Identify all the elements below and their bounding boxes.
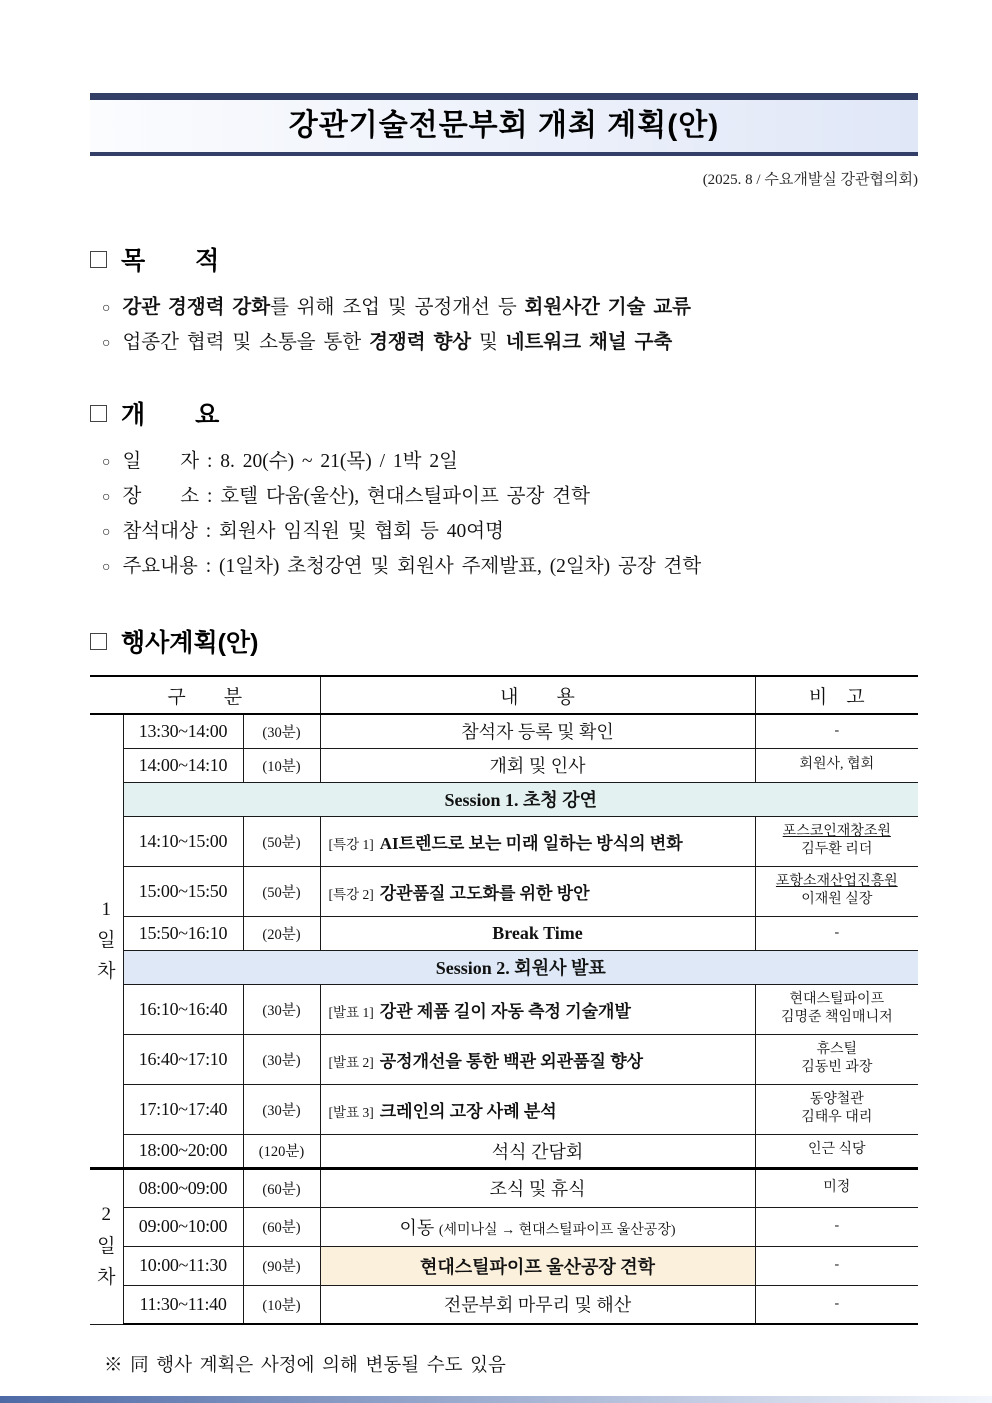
content-cell: [특강 2] 강관품질 고도화를 위한 방안 <box>320 866 755 916</box>
duration-cell: (20분) <box>243 916 320 950</box>
content-cell: [특강 1] AI트렌드로 보는 미래 일하는 방식의 변화 <box>320 816 755 866</box>
note-cell: 인근 식당 <box>755 1134 918 1168</box>
circle-bullet-icon: ○ <box>102 525 111 540</box>
content-cell: 조식 및 휴식 <box>320 1168 755 1207</box>
content-cell: 개회 및 인사 <box>320 748 755 782</box>
duration-cell: (60분) <box>243 1207 320 1246</box>
session-header-cell: Session 2. 회원사 발표 <box>123 950 918 984</box>
circle-bullet-icon: ○ <box>102 560 111 575</box>
duration-cell: (120분) <box>243 1134 320 1168</box>
time-cell: 15:00~15:50 <box>123 866 243 916</box>
bullet-line: ○ 장 소 : 호텔 다움(울산), 현대스틸파이프 공장 견학 <box>102 486 590 507</box>
square-bullet-icon <box>90 251 107 268</box>
purpose-items <box>90 291 918 361</box>
document-content <box>90 0 918 1377</box>
time-cell: 09:00~10:00 <box>123 1207 243 1246</box>
note-cell: - <box>755 916 918 950</box>
note-cell: 현대스틸파이프 김명준 책임매니저 <box>755 984 918 1034</box>
time-cell: 08:00~09:00 <box>123 1168 243 1207</box>
duration-cell: (60분) <box>243 1168 320 1207</box>
square-bullet-icon <box>90 633 107 650</box>
note-cell: 회원사, 협회 <box>755 748 918 782</box>
section-purpose-heading-row <box>90 241 918 277</box>
section-schedule <box>90 623 918 1325</box>
bullet-line: ○ 주요내용 : (1일차) 초청강연 및 회원사 주제발표, (2일차) 공장 견학 <box>102 556 702 577</box>
duration-cell: (50분) <box>243 816 320 866</box>
note-cell: 포스코인재창조원 김두환 리더 <box>755 816 918 866</box>
duration-cell: (10분) <box>243 748 320 782</box>
note-cell: - <box>755 714 918 748</box>
time-cell: 17:10~17:40 <box>123 1084 243 1134</box>
col-header-category: 구 분 <box>90 676 320 714</box>
duration-cell: (90분) <box>243 1246 320 1285</box>
content-cell: 이동 (세미나실 → 현대스틸파이프 울산공장) <box>320 1207 755 1246</box>
schedule-table-header <box>90 676 918 714</box>
col-header-content: 내 용 <box>320 676 755 714</box>
day-label-cell: 2 일 차 <box>90 1168 123 1324</box>
overview-items <box>90 445 918 585</box>
bullet-line: ○ 강관 경쟁력 강화를 위해 조업 및 공정개선 등 회원사간 기술 교류 <box>102 297 691 318</box>
content-cell: 참석자 등록 및 확인 <box>320 714 755 748</box>
time-cell: 10:00~11:30 <box>123 1246 243 1285</box>
circle-bullet-icon: ○ <box>102 455 111 470</box>
duration-cell: (30분) <box>243 1084 320 1134</box>
note-cell: - <box>755 1285 918 1324</box>
section-heading-purpose: 목 적 <box>121 247 220 275</box>
content-cell: 석식 간담회 <box>320 1134 755 1168</box>
time-cell: 18:00~20:00 <box>123 1134 243 1168</box>
content-cell: 전문부회 마무리 및 해산 <box>320 1285 755 1324</box>
note-cell: - <box>755 1246 918 1285</box>
bottom-divider-bar <box>0 1396 992 1403</box>
section-overview <box>90 395 918 585</box>
section-schedule-heading-row <box>90 623 918 659</box>
time-cell: 11:30~11:40 <box>123 1285 243 1324</box>
footnote: ※ 同 행사 계획은 사정에 의해 변동될 수도 있음 <box>104 1356 506 1376</box>
duration-cell: (50분) <box>243 866 320 916</box>
note-cell: - <box>755 1207 918 1246</box>
duration-cell: (10분) <box>243 1285 320 1324</box>
date-credit: (2025. 8 / 수요개발실 강관협의회) <box>702 172 918 188</box>
square-bullet-icon <box>90 405 107 422</box>
content-cell: 현대스틸파이프 울산공장 견학 <box>320 1246 755 1285</box>
document-title: 강관기술전문부회 개최 계획(안) <box>288 109 720 142</box>
content-cell: [발표 1] 강관 제품 길이 자동 측정 기술개발 <box>320 984 755 1034</box>
content-cell: [발표 3] 크레인의 고장 사례 분석 <box>320 1084 755 1134</box>
note-cell: 미정 <box>755 1168 918 1207</box>
bullet-line: ○ 업종간 협력 및 소통을 통한 경쟁력 향상 및 네트워크 채널 구축 <box>102 332 673 353</box>
time-cell: 16:10~16:40 <box>123 984 243 1034</box>
note-cell: 포항소재산업진흥원 이재원 실장 <box>755 866 918 916</box>
duration-cell: (30분) <box>243 984 320 1034</box>
schedule-table <box>90 675 918 1325</box>
time-cell: 13:30~14:00 <box>123 714 243 748</box>
note-cell: 휴스틸 김동빈 과장 <box>755 1034 918 1084</box>
bullet-line: ○ 참석대상 : 회원사 임직원 및 협회 등 40여명 <box>102 521 504 542</box>
section-overview-heading-row <box>90 395 918 431</box>
section-heading-schedule: 행사계획(안) <box>121 629 259 657</box>
duration-cell: (30분) <box>243 1034 320 1084</box>
section-purpose <box>90 241 918 361</box>
day-label-cell: 1 일 차 <box>90 714 123 1168</box>
circle-bullet-icon: ○ <box>102 490 111 505</box>
session-header-cell: Session 1. 초청 강연 <box>123 782 918 816</box>
circle-bullet-icon: ○ <box>102 336 111 351</box>
col-header-note: 비 고 <box>755 676 918 714</box>
circle-bullet-icon: ○ <box>102 301 111 316</box>
content-cell: [발표 2] 공정개선을 통한 백관 외관품질 향상 <box>320 1034 755 1084</box>
content-cell: Break Time <box>320 916 755 950</box>
title-banner <box>90 93 918 156</box>
time-cell: 15:50~16:10 <box>123 916 243 950</box>
bullet-line: ○ 일 자 : 8. 20(수) ~ 21(목) / 1박 2일 <box>102 451 458 472</box>
time-cell: 14:10~15:00 <box>123 816 243 866</box>
schedule-table-body <box>90 714 918 1324</box>
time-cell: 16:40~17:10 <box>123 1034 243 1084</box>
note-cell: 동양철관 김태우 대리 <box>755 1084 918 1134</box>
time-cell: 14:00~14:10 <box>123 748 243 782</box>
duration-cell: (30분) <box>243 714 320 748</box>
section-heading-overview: 개 요 <box>121 401 220 429</box>
